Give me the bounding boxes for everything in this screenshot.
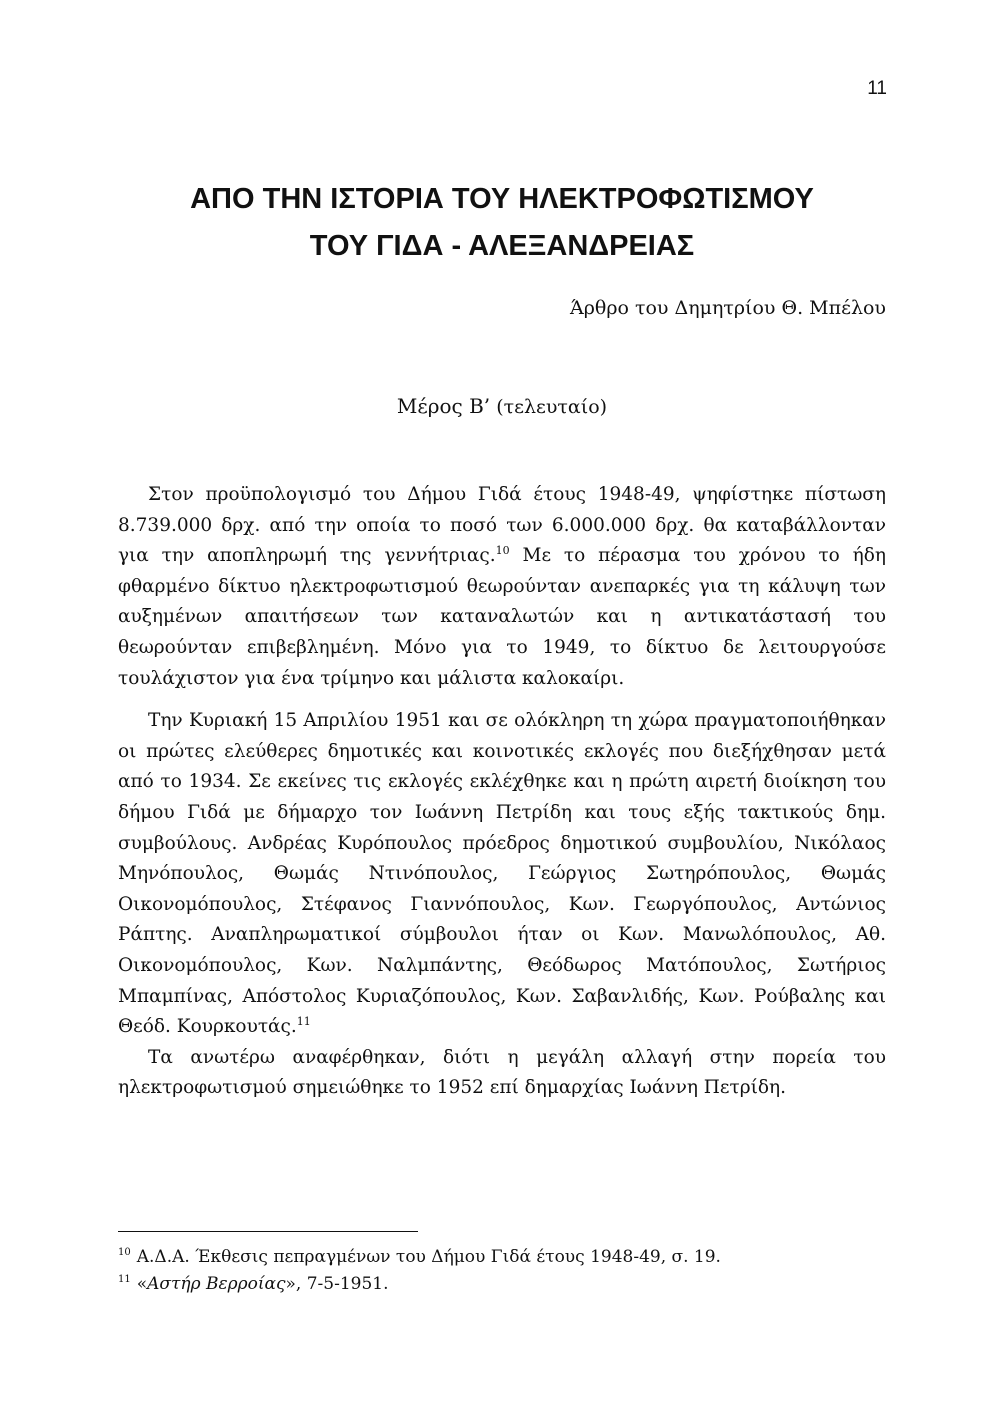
paragraph-1	[118, 480, 886, 694]
footnote-ref-11: 11	[296, 1014, 311, 1028]
paragraph-1-text: Στον προϋπολογισμό του Δήμου Γιδά έτους 1948-49, ψηφίστηκε πίστωση 8.739.000 δρχ. από την οποία το ποσό των 6.000.000 δρχ. θα καταβάλλονταν για την αποπληρωμή της γεννήτριας.	[118, 484, 886, 567]
paragraph-3	[118, 1043, 886, 1104]
paragraph-2-text: Την Κυριακή 15 Απριλίου 1951 και σε ολόκληρη τη χώρα πραγματοποιήθηκαν οι πρώτες ελεύθερες δημοτικές και κοινοτικές εκλογές που διεξήχθησαν μετά από το 1934. Σε εκείνες τις εκλογές εκλέχθηκε και η πρώτη αιρετή διοίκηση του δήμου Γιδά με δήμαρχο τον Ιωάννη Πετρίδη και τους εξής τακτικούς δημ. συμβούλους. Ανδρέας Κυρόπουλος πρόεδρος δημοτικού συμβουλίου, Νικόλαος Μηνόπουλος, Θωμάς Ντινόπουλος, Γεώργιος Σωτηρόπουλος, Θωμάς Οικονομόπουλος, Στέφανος Γιαννόπουλος, Κων. Γεωργόπουλος, Αντώνιος Ράπτης. Αναπληρωματικοί σύμβουλοι ήταν οι Κων. Μανωλόπουλος, Αθ. Οικονομόπουλος, Κων. Ναλμπάντης, Θεόδωρος Ματόπουλος, Σωτήριος Μπαμπίνας, Απόστολος Κυριαζόπουλος, Κων. Σαβανλιδής, Κων. Ρούβαλης και Θεόδ. Κουρκουτάς.	[118, 710, 886, 1038]
paragraph-3-text: Τα ανωτέρω αναφέρθηκαν, διότι η μεγάλη αλλαγή στην πορεία του ηλεκτροφωτισμού σημειώθηκε το 1952 επί δημαρχίας Ιωάννη Πετρίδη.	[118, 1046, 886, 1099]
footnote-open-quote: «	[136, 1274, 148, 1294]
part-heading	[118, 394, 886, 418]
footnote-11	[118, 1271, 886, 1298]
paragraph-2	[118, 706, 886, 1043]
footnote-ref-10: 10	[495, 544, 510, 558]
footnote-source-title: Αστήρ Βερροίας	[147, 1274, 286, 1294]
footnotes	[118, 1244, 886, 1298]
footnote-number: 10	[118, 1247, 131, 1259]
footnote-text: », 7-5-1951.	[285, 1274, 389, 1294]
page-number: 11	[867, 78, 887, 99]
footnote-separator	[118, 1231, 418, 1232]
author-byline: Άρθρο του Δημητρίου Θ. Μπέλου	[570, 297, 886, 319]
part-label: Μέρος Β’	[396, 394, 491, 418]
footnote-text: Α.Δ.Α. Έκθεσις πεπραγμένων του Δήμου Γιδά έτους 1948-49, σ. 19.	[136, 1247, 721, 1267]
article-body	[118, 480, 886, 1104]
article-title	[118, 176, 886, 270]
article-title-line-1: ΑΠΟ ΤΗΝ ΙΣΤΟΡΙΑ ΤΟΥ ΗΛΕΚΤΡΟΦΩΤΙΣΜΟΥ	[190, 183, 814, 215]
paragraph-1-rest: Με το πέρασμα του χρόνου το ήδη φθαρμένο δίκτυο ηλεκτροφωτισμού θεωρούνταν ανεπαρκές για τη κάλυψη των αυξημένων απαιτήσεων των καταναλωτών και η αντικατάστασή του θεωρούνταν επιβεβλημένη. Μόνο για το 1949, το δίκτυο δε λειτουργούσε τουλάχιστον για ένα τρίμηνο και μάλιστα καλοκαίρι.	[118, 545, 886, 689]
footnote-10	[118, 1244, 886, 1271]
part-sublabel: (τελευταίο)	[496, 396, 608, 418]
footnote-number: 11	[118, 1274, 131, 1286]
article-title-line-2: ΤΟΥ ΓΙΔΑ - ΑΛΕΞΑΝΔΡΕΙΑΣ	[309, 230, 695, 262]
